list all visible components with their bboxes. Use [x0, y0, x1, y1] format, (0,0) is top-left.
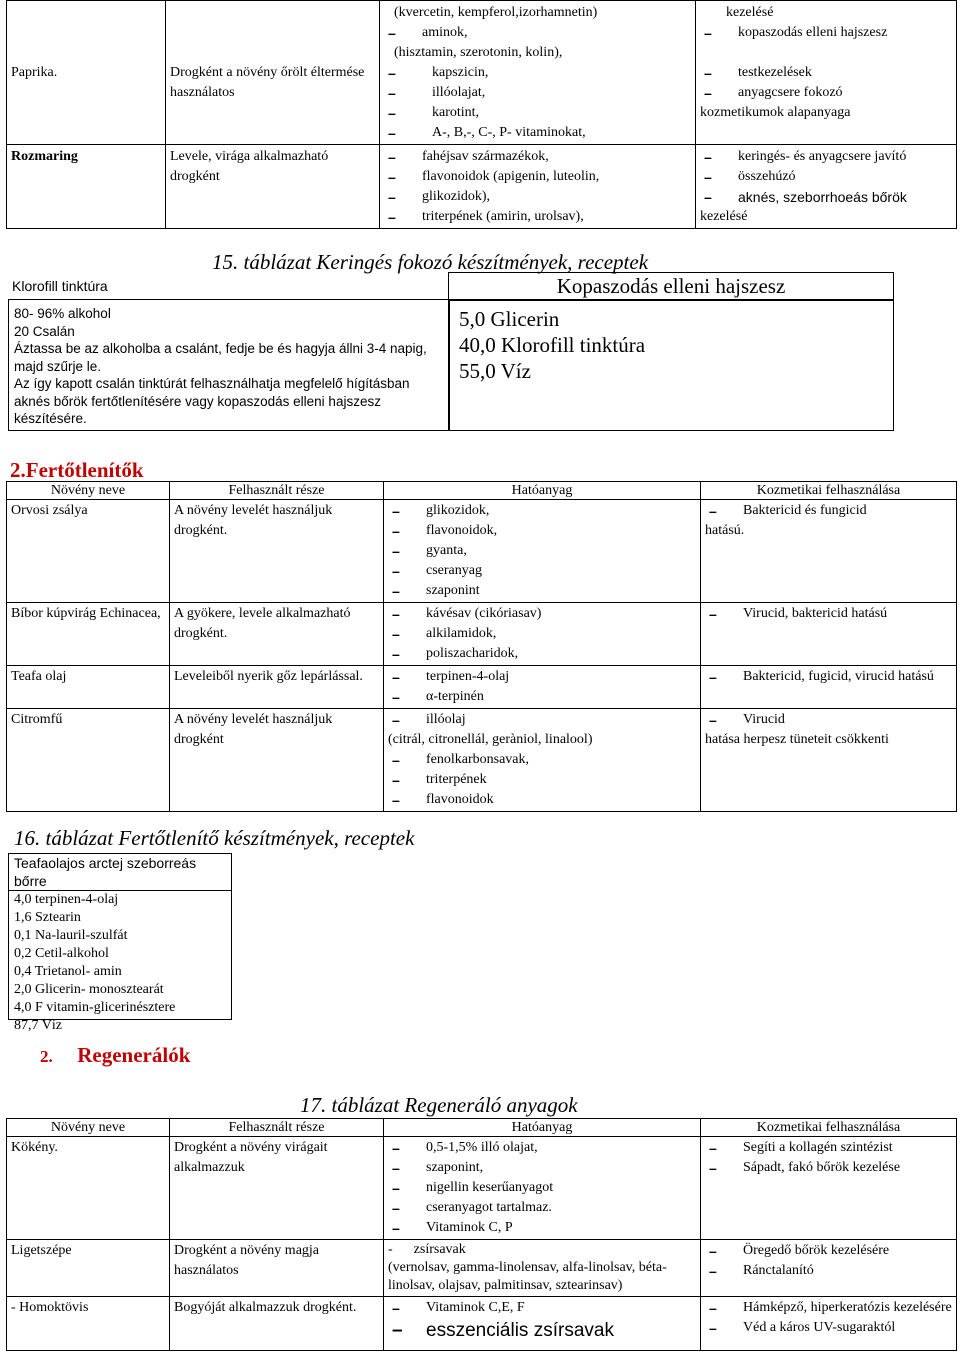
recipe-line: 5,0 Glicerin: [459, 307, 560, 331]
use-list: [700, 147, 952, 227]
plant-part: Drogként a növény magja használatos: [170, 1240, 384, 1297]
ingredient-list: [388, 501, 696, 601]
recipe-line: 40,0 Klorofill tinktúra: [459, 333, 646, 357]
list-item: – fahéjsav származékok,: [384, 147, 691, 167]
list-item: – cseranyag: [388, 561, 696, 581]
use-list: [705, 501, 952, 541]
top-plant-table: [6, 0, 957, 229]
plant-name: Bíbor kúpvirág Echinacea,: [7, 603, 170, 666]
list-item: – összehúzó: [700, 167, 952, 187]
list-item: – triterpének (amirin, urolsav),: [384, 207, 691, 227]
table16-caption: 16. táblázat Fertőtlenítő készítmények, receptek: [14, 826, 415, 850]
list-item: hatása herpesz tüneteit csökkenti: [705, 732, 889, 747]
fertotlenitok-table: [6, 481, 957, 812]
table-row: [7, 1297, 957, 1351]
list-item: (kvercetin, kempferol,izorhamnetin): [394, 5, 598, 20]
recipe-line: 55,0 Víz: [459, 359, 531, 383]
table17-caption: 17. táblázat Regeneráló anyagok: [300, 1093, 578, 1117]
recipe-line: 20 Csalán: [14, 323, 75, 339]
list-item: – karotint,: [384, 103, 691, 123]
plant-name: Kökény.: [7, 1137, 170, 1240]
list-item: – Vitaminok C,E, F: [388, 1298, 696, 1318]
recipe-line: 87,7 Víz: [14, 1018, 62, 1033]
list-item: (hisztamin, szerotonin, kolin),: [394, 45, 563, 60]
list-item: kezelésé: [726, 5, 774, 20]
hajszesz-recipe-box: [448, 299, 894, 431]
klorofill-recipe-box: [8, 299, 450, 431]
column-header: Kozmetikai felhasználása: [701, 1119, 957, 1137]
list-item: – fenolkarbonsavak,: [388, 750, 696, 770]
list-item: – glikozidok),: [384, 187, 691, 207]
table-row: [7, 666, 957, 709]
use-list: [705, 667, 952, 687]
table-row: [7, 709, 957, 812]
section-heading: 2. Regenerálók: [40, 1043, 191, 1067]
column-header: Hatóanyag: [384, 1119, 701, 1137]
list-item: – testkezelések: [700, 63, 952, 83]
recipe-line: 4,0 F vitamin-glicerinésztere: [14, 1000, 176, 1015]
list-item: – illóolajat,: [384, 83, 691, 103]
use-list: [705, 1298, 952, 1338]
use-list: [705, 604, 952, 624]
plant-part: Levele, virága alkalmazható drogként: [166, 145, 380, 229]
recipe-line: 2,0 Glicerin- monosztearát: [14, 982, 164, 997]
list-item: – szaponint,: [388, 1158, 696, 1178]
use-list: [700, 3, 952, 123]
list-item: – alkilamidok,: [388, 624, 696, 644]
list-item: – gyanta,: [388, 541, 696, 561]
list-item: – A-, B,-, C-, P- vitaminokat,: [384, 123, 691, 143]
recipe-line: 0,4 Trietanol- amin: [14, 964, 122, 979]
plant-name: Ligetszépe: [7, 1240, 170, 1297]
list-item: (citrál, citronellál, geràniol, linalool): [388, 732, 593, 747]
list-item: – Sápadt, fakó bőrök kezelése: [705, 1158, 952, 1178]
list-item: – keringés- és anyagcsere javító: [700, 147, 952, 167]
list-item: (vernolsav, gamma-linolensav, alfa-linolsav, béta-linolsav, olajsav, palmitinsav, sztearinsav): [388, 1260, 667, 1293]
recipe-line: 80- 96% alkohol: [14, 306, 111, 321]
column-header: Felhasznált része: [170, 1119, 384, 1137]
list-item: – cseranyagot tartalmaz.: [388, 1198, 696, 1218]
plant-name: Rozmaring: [11, 149, 78, 164]
recipe-line: Áztassa be az alkoholba a csalánt, fedje be és hagyja állni 3-4 napig, majd szűrje le.: [14, 341, 427, 374]
use-list: [705, 710, 952, 750]
list-item: – flavonoidok,: [388, 521, 696, 541]
table-header-row: [7, 1119, 957, 1137]
plant-name: Orvosi zsálya: [7, 500, 170, 603]
column-header: Növény neve: [7, 1119, 170, 1137]
list-item: – kopaszodás elleni hajszesz: [700, 23, 952, 43]
section-heading: 2.Fertőtlenítők: [10, 458, 144, 482]
list-item: – poliszacharidok,: [388, 644, 696, 664]
list-item: – glikozidok,: [388, 501, 696, 521]
list-item: – anyagcsere fokozó: [700, 83, 952, 103]
plant-part: A növény levelét használjuk drogként.: [170, 500, 384, 603]
list-item: – Virucid, baktericid hatású: [705, 604, 952, 624]
plant-part: Leveleiből nyerik gőz lepárlással.: [170, 666, 384, 709]
table-row: [7, 603, 957, 666]
plant-name: Teafa olaj: [7, 666, 170, 709]
list-item: – nigellin keserűanyagot: [388, 1178, 696, 1198]
table-row: [7, 500, 957, 603]
list-item: – Segíti a kollagén szintézist: [705, 1138, 952, 1158]
use-list: [705, 1138, 952, 1178]
table-header-row: [7, 482, 957, 500]
list-item: – szaponint: [388, 581, 696, 601]
ingredient-list: [388, 667, 696, 707]
list-item: – Baktericid, fugicid, virucid hatású: [705, 667, 952, 687]
hajszesz-title: Kopaszodás elleni hajszesz: [556, 274, 786, 298]
ingredient-list: [388, 604, 696, 664]
table-row: [7, 1240, 957, 1297]
plant-part: Bogyóját alkalmazzuk drogként.: [170, 1297, 384, 1351]
list-item: kezelésé: [700, 209, 748, 224]
recipe-line: 0,2 Cetil-alkohol: [14, 946, 109, 961]
ingredient-list: [384, 147, 691, 227]
ingredient-list: [388, 1138, 696, 1238]
list-item: – 0,5-1,5% illó olajat,: [388, 1138, 696, 1158]
table-row: [7, 1, 957, 145]
plant-name: - Homoktövis: [7, 1297, 170, 1351]
table15-caption: 15. táblázat Keringés fokozó készítmények, receptek: [212, 250, 649, 274]
list-item: – flavonoidok: [388, 790, 696, 810]
plant-part: Drogként a növény virágait alkalmazzuk: [170, 1137, 384, 1240]
plant-name: Paprika.: [7, 1, 166, 145]
use-list: [705, 1241, 952, 1281]
ingredient-list: [388, 1298, 696, 1344]
list-item: – Ránctalanító: [705, 1261, 952, 1281]
recipe-title: Teafaolajos arctej szeborreás bőrre: [9, 854, 231, 891]
ingredient-list: [388, 710, 696, 810]
list-item: - zsírsavak: [388, 1242, 466, 1257]
plant-name: Citromfű: [7, 709, 170, 812]
list-item: – esszenciális zsírsavak: [388, 1318, 696, 1344]
list-item: – Véd a káros UV-sugaraktól: [705, 1318, 952, 1338]
column-header: Hatóanyag: [384, 482, 701, 500]
table-row: [7, 145, 957, 229]
plant-part: A gyökere, levele alkalmazható drogként.: [170, 603, 384, 666]
klorofill-title: Klorofill tinktúra: [12, 278, 108, 294]
table-row: [7, 1137, 957, 1240]
list-item: – kávésav (cikóriasav): [388, 604, 696, 624]
list-item: – α-terpinén: [388, 687, 696, 707]
recipe-line: 1,6 Sztearin: [14, 910, 81, 925]
list-item: – Baktericid és fungicid: [705, 501, 952, 521]
list-item: – triterpének: [388, 770, 696, 790]
column-header: Növény neve: [7, 482, 170, 500]
list-item: – aminok,: [384, 23, 691, 43]
recipe-line: 4,0 terpinen-4-olaj: [14, 892, 119, 907]
plant-part: Drogként a növény őrölt éltermése használatos: [166, 1, 380, 145]
column-header: Kozmetikai felhasználása: [701, 482, 957, 500]
list-item: – kapszicin,: [384, 63, 691, 83]
list-item: – illóolaj: [388, 710, 696, 730]
arctej-recipe-box: [8, 853, 232, 1033]
column-header: Felhasznált része: [170, 482, 384, 500]
list-item: kozmetikumok alapanyaga: [700, 105, 851, 120]
regeneralok-table: [6, 1118, 957, 1351]
list-item: hatású.: [705, 523, 745, 538]
list-item: – aknés, szeborrhoeás bőrök: [700, 187, 952, 207]
plant-part: A növény levelét használjuk drogként: [170, 709, 384, 812]
list-item: – terpinen-4-olaj: [388, 667, 696, 687]
list-item: – Vitaminok C, P: [388, 1218, 696, 1238]
list-item: – Öregedő bőrök kezelésére: [705, 1241, 952, 1261]
list-item: – flavonoidok (apigenin, luteolin,: [384, 167, 691, 187]
list-item: – Virucid: [705, 710, 952, 730]
recipe-line: Az így kapott csalán tinktúrát felhasználhatja megfelelő hígításban aknés bőrök fertőtlenítésére vagy kopaszodás elleni hajszesz készítésére.: [14, 376, 410, 426]
list-item: – Hámképző, hiperkeratózis kezelésére: [705, 1298, 952, 1318]
ingredient-list: [384, 3, 691, 143]
recipe-line: 0,1 Na-lauril-szulfát: [14, 928, 128, 943]
